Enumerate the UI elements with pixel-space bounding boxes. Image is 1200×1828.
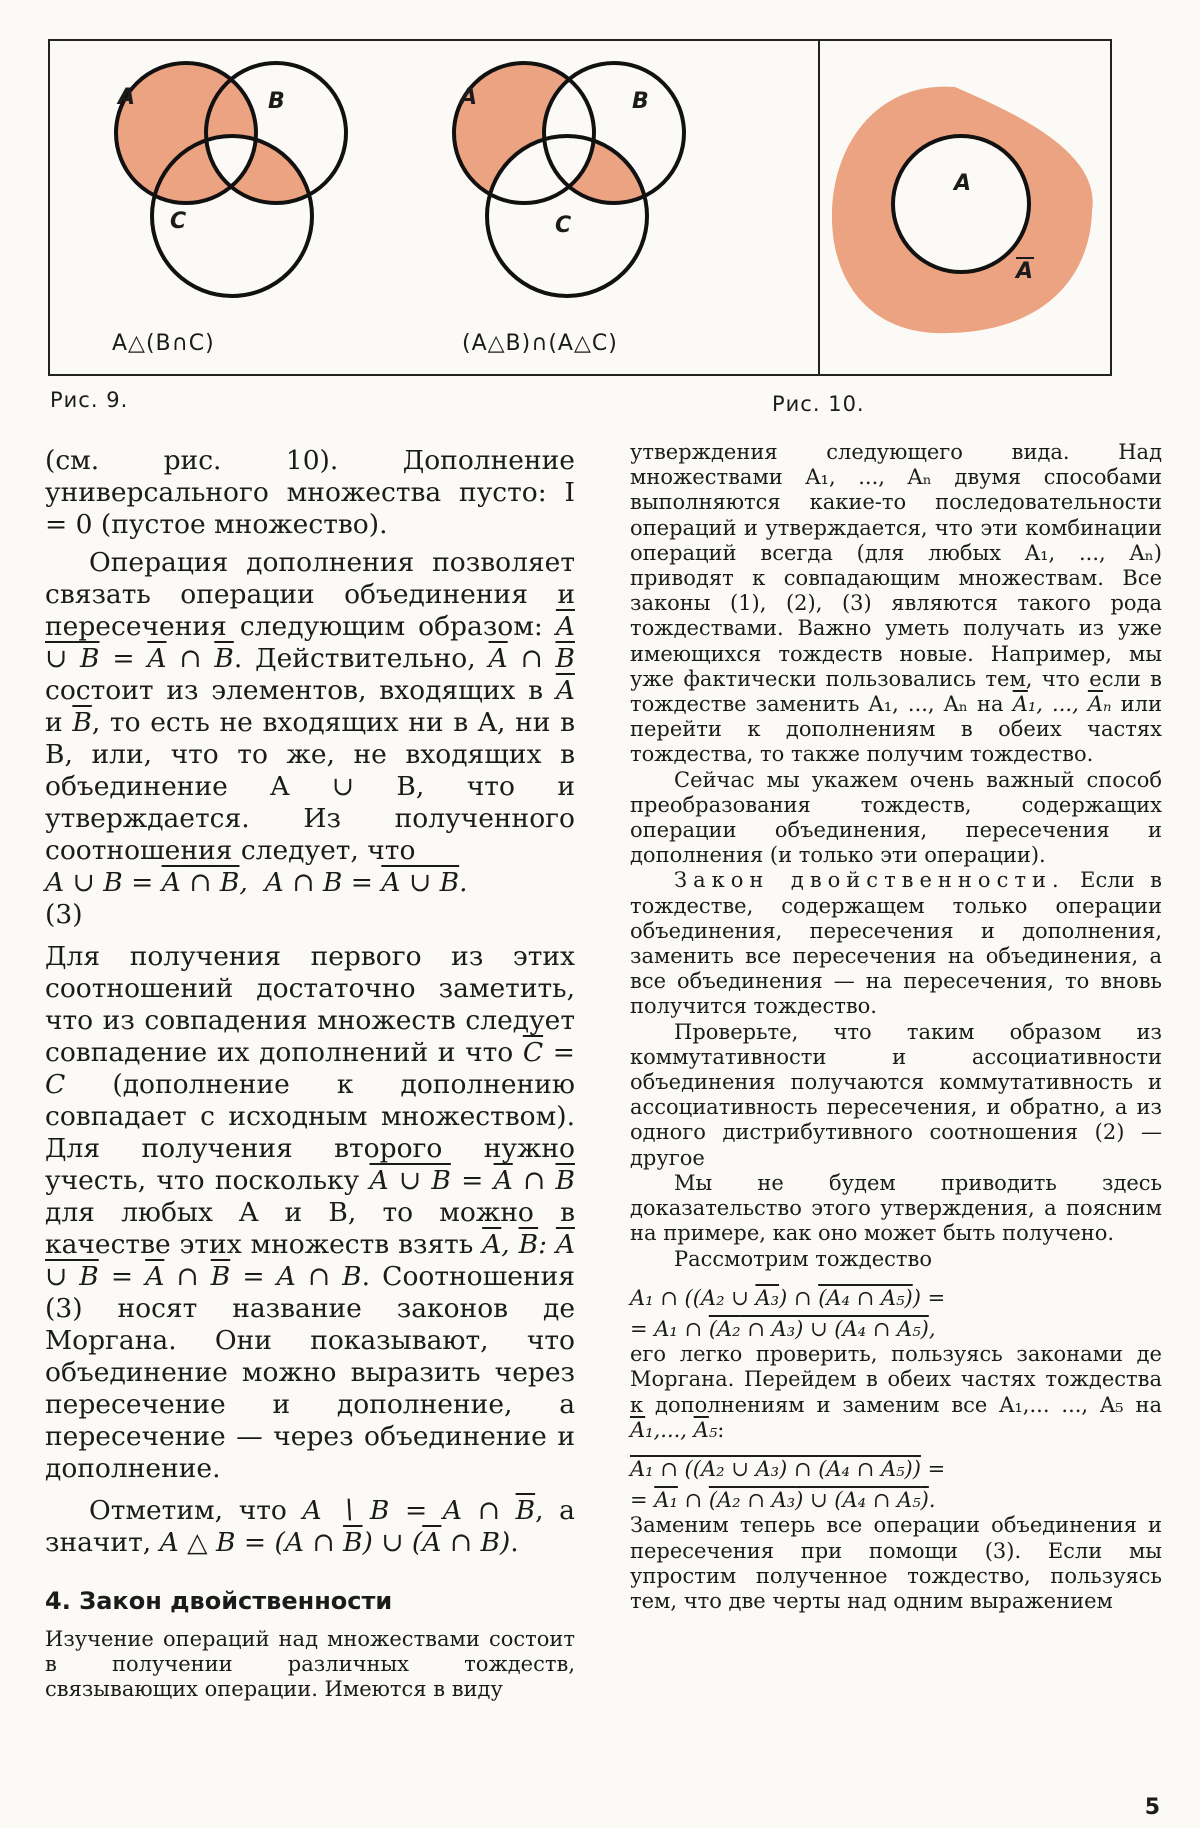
- left-column: [45, 445, 575, 1702]
- venn-figures: [50, 41, 1110, 374]
- paragraph: Рассмотрим тождество: [674, 1246, 932, 1271]
- right-column: [630, 440, 1162, 1614]
- paragraph: утверждения следующего вида. Над множествами A₁, ..., Aₙ двумя способами выполняются какие-то последовательности операций и утверждается, что эти комбинации операций всегда (для любых A₁, ..., Aₙ) приводят к совпадающим множествам. Все законы (1), (2), (3) являются такого рода тождествами. Важно уметь получать из уже имеющихся тождеств новые. Например, мы уже фактически пользовались тем, что если в тождестве заменить A₁, ..., Aₙ на $\overline{A}_1$, ..., $\overline{A}_n$ или перейти к дополнениям в обеих частях тождества, то также получим тождество.: [630, 440, 1162, 767]
- label-c: C: [170, 209, 188, 234]
- paragraph: его легко проверить, пользуясь законами де Моргана. Перейдем в обеих частях тождества к дополнениям и заменим все A₁,... ..., A₅ на $\overline{A}_1$,..., $\overline{A}_5$:: [630, 1342, 1162, 1442]
- fig9-left-formula: A△(B∩C): [112, 331, 215, 356]
- fig10-inner-label: A: [954, 171, 973, 196]
- paragraph: Операция дополнения позволяет связать операции объединения и пересечения следующим образом: A ∪ $B = \overline{A}$ ∩ $\overline{B}$. Действительно, $\overline{A}$ ∩ $\overline{B}$ состоит из элементов, входящих в $\overline{A}$ и $\overline{B}$, то есть не входящих ни в A, ни в B, или, что то же, не входящих в объединение A ∪ B, что и утверждается. Из полученного соотношения следует, что: [45, 547, 575, 866]
- label-b: B: [268, 89, 286, 114]
- label-a: A: [460, 85, 479, 110]
- fig10-outer-label: $\overline{A}$: [1016, 259, 1035, 284]
- identity-equation-1: A₁ ∩ ((A₂ ∪ A₃) ∩ (A₄ ∩ A₅)) =: [630, 1285, 946, 1310]
- fig10-caption: Рис. 10.: [772, 392, 865, 416]
- page-number: 5: [1144, 1795, 1160, 1820]
- label-c: C: [555, 213, 573, 238]
- paragraph: Изучение операций над множествами состоит в получении различных тождеств, связывающих операции. Имеются в виду: [45, 1627, 575, 1701]
- paragraph: Закон двойственности. Если в тождестве, содержащем только операции объединения, пересечения и дополнения, заменить все пересечения на объединения, а все объединения — на пересечения, то вновь получится тождество.: [630, 868, 1162, 1019]
- section-heading: 4. Закон двойственности: [45, 1587, 393, 1615]
- equation-3: A ∪ B = A ∩ B, A ∩ B = A ∪ B.: [45, 867, 468, 898]
- label-a: A: [118, 85, 137, 110]
- paragraph: Сейчас мы укажем очень важный способ преобразования тождеств, содержащих операции объединения, пересечения и дополнения (и только эти операции).: [630, 767, 1162, 868]
- paragraph: Отметим, что A ∖ B = A ∩ $\overline{B}$, а значит, A △ B = (A ∩ $\overline{B}$) ∪ ($\overline{A}$ ∩ B).: [45, 1495, 575, 1558]
- paragraph: (см. рис. 10). Дополнение универсального множества пусто: I = 0 (пустое множество).: [45, 445, 575, 540]
- identity-equation-2: A₁ ∩ ((A₂ ∪ A₃) ∩ (A₄ ∩ A₅)) =: [630, 1456, 946, 1481]
- identity-equation-2b: = A₁ ∩ (A₂ ∩ A₃) ∪ (A₄ ∩ A₅).: [630, 1488, 936, 1513]
- set-a-circle: [893, 136, 1029, 272]
- figure-divider: [818, 41, 820, 374]
- paragraph: Заменим теперь все операции объединения и пересечения при помощи (3). Если мы упростим полученное тождество, пользуясь тем, что две черты над одним выражением: [630, 1513, 1162, 1613]
- paragraph: Мы не будем приводить здесь доказательство этого утверждения, а поясним на примере, как оно может быть получено.: [630, 1170, 1162, 1246]
- law-title: Закон двойственности.: [674, 868, 1065, 893]
- figure-frame: [48, 39, 1112, 376]
- fig9-caption: Рис. 9.: [50, 388, 129, 412]
- label-b: B: [632, 89, 650, 114]
- fig9-right-formula: (A△B)∩(A△C): [462, 331, 618, 356]
- identity-equation-1b: = A₁ ∩ (A₂ ∩ A₃) ∪ (A₄ ∩ A₅),: [630, 1316, 936, 1341]
- paragraph: Проверьте, что таким образом из коммутативности и ассоциативности объединения получаются коммутативность и ассоциативность пересечения, и обратно, а из одного дистрибутивного соотношения (2) — другое: [630, 1019, 1162, 1170]
- paragraph: Для получения первого из этих соотношений достаточно заметить, что из совпадения множеств следует совпадение их дополнений и что $\overline{C} = C$ (дополнение к дополнению совпадает с исходным множеством). Для получения второго нужно учесть, что поскольку A ∪ $B = \overline{A}$ ∩ $\overline{B}$ для любых A и B, то можно в качестве этих множеств взять $\overline{A}$, $\overline{B}$: A ∪ $B = \overline{A}$ ∩ $\overline{B} = A$ ∩ B. Соотношения (3) носят название законов де Моргана. Они показывают, что объединение можно выразить через пересечение и дополнение, а пересечение — через объединение и дополнение.: [45, 941, 575, 1484]
- equation-number: (3): [45, 899, 83, 930]
